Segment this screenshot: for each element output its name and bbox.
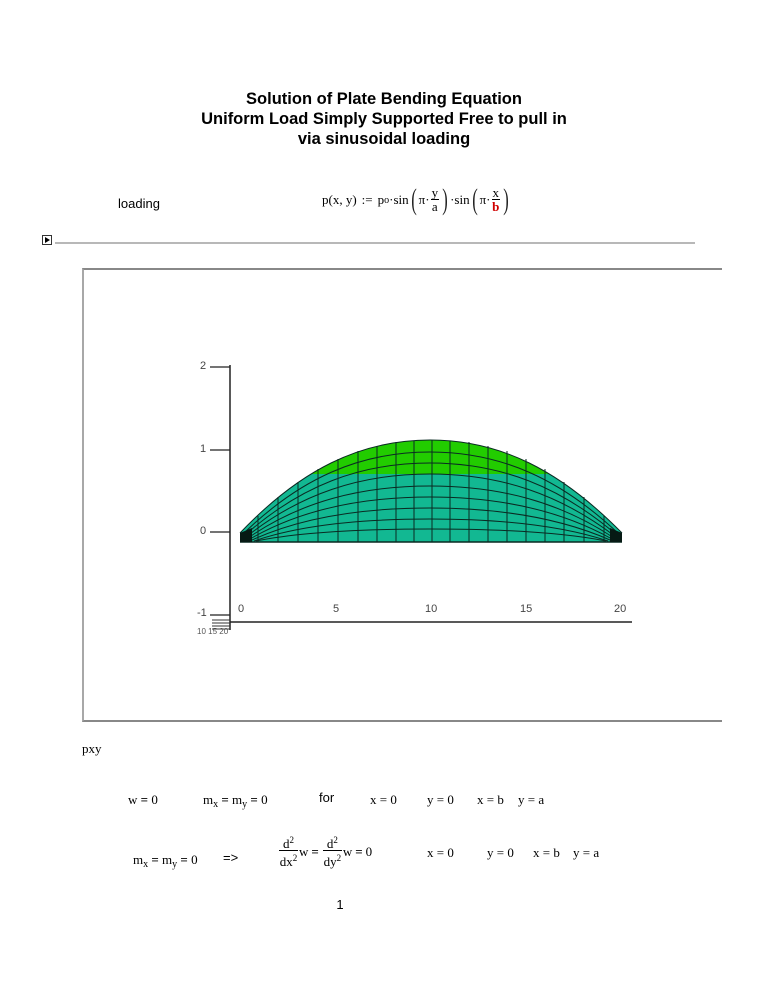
value: 0 <box>365 843 373 859</box>
frac-denominator-undefined: b <box>492 199 500 214</box>
moment-equals-zero-2 <box>133 852 198 870</box>
implies-arrow: => <box>223 850 239 865</box>
formula-lhs: p(x, y) <box>322 192 357 207</box>
var-w: w <box>128 792 138 807</box>
y-tick-label: -1 <box>197 607 207 619</box>
condition-ya: y = a <box>518 792 545 807</box>
value: 0 <box>261 792 268 807</box>
for-label: for <box>319 790 335 805</box>
var-m: m <box>232 792 243 807</box>
sub-x: x <box>213 799 219 810</box>
condition-ya-2: y = a <box>573 845 600 860</box>
sub-y: y <box>242 799 248 810</box>
exp-2: 2 <box>289 835 294 845</box>
open-paren: ( <box>410 183 417 216</box>
d: d <box>283 836 290 851</box>
dot: · <box>486 192 491 207</box>
open-paren: ( <box>471 183 478 216</box>
close-paren: ) <box>442 183 448 216</box>
eq-sign: = <box>180 852 188 867</box>
x-tick-label: 20 <box>614 603 627 615</box>
dy: dy <box>323 854 337 869</box>
title-line-1: Solution of Plate Bending Equation <box>246 90 522 108</box>
exp-2: 2 <box>333 835 338 845</box>
condition-y0-2: y = 0 <box>487 845 514 860</box>
x-tick-label: 10 <box>425 603 438 615</box>
var-m: m <box>162 852 173 867</box>
title-line-2: Uniform Load Simply Supported Free to pull in <box>201 110 567 128</box>
y-tick-label: 1 <box>200 443 207 455</box>
condition-xb-2: x = b <box>533 845 560 860</box>
coef-p: p <box>377 192 385 207</box>
eq-sign: = <box>151 852 159 867</box>
y-tick-label: 2 <box>200 360 207 372</box>
second-derivative-equation <box>278 834 372 869</box>
assign-operator: := <box>361 192 373 207</box>
pi-symbol: π <box>418 192 426 207</box>
frac-numerator: y <box>431 185 439 200</box>
d2-dx2-fraction <box>279 834 298 869</box>
sin-func-2: sin <box>454 192 470 207</box>
dot: · <box>450 192 455 207</box>
eq-sign: = <box>221 792 229 807</box>
plot-expression-label: pxy <box>82 741 102 756</box>
exp-2: 2 <box>336 853 342 863</box>
d2-dy2-fraction <box>323 834 342 869</box>
d: d <box>326 836 334 851</box>
x-tick-label: 15 <box>520 603 533 615</box>
var-w: w <box>299 843 309 859</box>
coef-sub: o <box>384 194 390 206</box>
eq-sign: = <box>311 843 319 859</box>
frac-denominator: a <box>431 199 438 214</box>
close-paren: ) <box>503 183 509 216</box>
var-m: m <box>133 852 144 867</box>
exp-2: 2 <box>292 853 298 863</box>
moment-equals-zero <box>203 792 268 810</box>
sub-x: x <box>143 859 149 870</box>
cluttered-tick-labels: 10 15 20 <box>197 627 229 636</box>
page-number: 1 <box>336 897 344 912</box>
eq-sign: = <box>355 843 363 859</box>
dot: · <box>425 192 430 207</box>
value: 0 <box>191 852 198 867</box>
title-line-3: via sinusoidal loading <box>297 130 471 148</box>
pi-symbol: π <box>479 192 487 207</box>
eq-sign: = <box>140 792 149 807</box>
loading-label: loading <box>118 196 160 211</box>
sub-y: y <box>172 859 178 870</box>
var-m: m <box>203 792 214 807</box>
condition-x0-2: x = 0 <box>427 845 454 860</box>
w-equals-zero <box>128 792 158 808</box>
sin-func-1: sin <box>393 192 409 207</box>
dx: dx <box>279 854 293 869</box>
value: 0 <box>151 792 158 807</box>
x-tick-label: 5 <box>333 603 340 615</box>
condition-x0: x = 0 <box>370 792 397 807</box>
condition-xb: x = b <box>477 792 504 807</box>
condition-y0: y = 0 <box>427 792 454 807</box>
x-tick-label: 0 <box>238 603 245 615</box>
y-tick-label: 0 <box>200 525 207 537</box>
frac-numerator: x <box>492 185 499 200</box>
eq-sign: = <box>250 792 258 807</box>
dot: · <box>389 192 394 207</box>
var-w: w <box>342 843 353 859</box>
